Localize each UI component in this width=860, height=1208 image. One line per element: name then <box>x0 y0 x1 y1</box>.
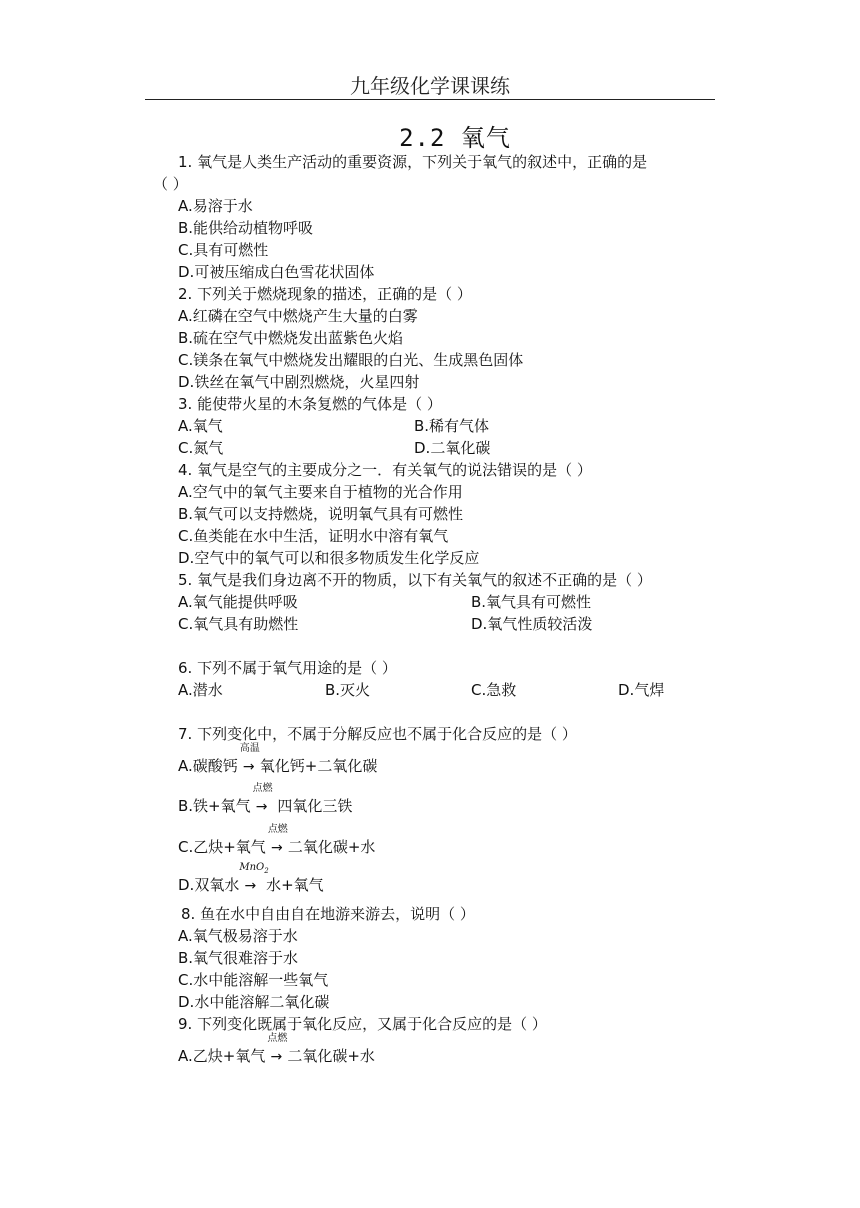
q6-option-d: D.气焊 <box>618 681 665 699</box>
q2-option-b: B.硫在空气中燃烧发出蓝紫色火焰 <box>178 329 404 347</box>
q2-option-a: A.红磷在空气中燃烧产生大量的白雾 <box>178 307 418 325</box>
q7-c-reactants: C.乙炔+氧气 <box>178 838 266 856</box>
q7-option-d <box>178 862 324 896</box>
q9-a-condition: 点燃 <box>267 1033 288 1044</box>
q4-option-b: B.氧气可以支持燃烧，说明氧气具有可燃性 <box>178 505 464 523</box>
q7-a-reaction-arrow <box>238 743 260 777</box>
q4-option-d: D.空气中的氧气可以和很多物质发生化学反应 <box>178 549 480 567</box>
q7-d-reaction-arrow <box>239 862 269 896</box>
q9-a-reactants: A.乙炔+氧气 <box>178 1047 266 1065</box>
q7-option-c <box>178 824 376 858</box>
q2-option-c: C.镁条在氧气中燃烧发出耀眼的白光、生成黑色固体 <box>178 351 524 369</box>
q7-option-b <box>178 783 353 817</box>
document-title: 2.2 氧气 <box>399 124 511 152</box>
question-6: 6. 下列不属于氧气用途的是（ ） <box>178 659 397 677</box>
question-1: 1. 氧气是人类生产活动的重要资源，下列关于氧气的叙述中，正确的是 <box>178 153 648 171</box>
q8-option-d: D.水中能溶解二氧化碳 <box>178 993 330 1011</box>
q7-d-catalyst-formula: MnO <box>239 862 265 873</box>
q7-d-catalyst <box>239 862 269 876</box>
q1-option-d: D.可被压缩成白色雪花状固体 <box>178 263 375 281</box>
q3-option-b: B.稀有气体 <box>414 417 490 435</box>
q9-option-a <box>178 1033 375 1067</box>
q4-option-a: A.空气中的氧气主要来自于植物的光合作用 <box>178 483 463 501</box>
q9-a-reaction-arrow <box>265 1033 288 1067</box>
q7-a-reactants: A.碳酸钙 <box>178 757 238 775</box>
q1-option-c: C.具有可燃性 <box>178 241 269 259</box>
q6-option-c: C.急救 <box>471 681 517 699</box>
q1-option-a: A.易溶于水 <box>178 197 253 215</box>
question-8: 8. 鱼在水中自由自在地游来游去，说明（ ） <box>181 905 475 923</box>
q8-option-c: C.水中能溶解一些氧气 <box>178 971 329 989</box>
q7-c-products: 二氧化碳+水 <box>287 838 376 856</box>
q7-b-products: 四氧化三铁 <box>272 797 353 815</box>
q7-b-reaction-arrow <box>251 783 273 817</box>
q6-option-b: B.灭火 <box>325 681 371 699</box>
q7-d-reactants: D.双氧水 <box>178 876 240 894</box>
q7-b-condition: 点燃 <box>252 783 273 794</box>
question-9: 9. 下列变化既属于氧化反应，又属于化合反应的是（ ） <box>178 1015 547 1033</box>
q3-option-d: D.二氧化碳 <box>414 439 491 457</box>
q7-c-condition: 点燃 <box>267 824 288 835</box>
q3-option-c: C.氮气 <box>178 439 224 457</box>
q7-a-products: 氧化钙+二氧化碳 <box>259 757 378 775</box>
q3-option-a: A.氧气 <box>178 417 223 435</box>
q7-d-products: 水+氧气 <box>261 876 324 894</box>
q2-option-d: D.铁丝在氧气中剧烈燃烧，火星四射 <box>178 373 420 391</box>
q7-a-condition: 高温 <box>239 743 260 754</box>
question-4: 4. 氧气是空气的主要成分之一．有关氧气的说法错误的是（ ） <box>178 461 592 479</box>
q8-option-b: B.氧气很难溶于水 <box>178 949 299 967</box>
q7-b-reactants: B.铁+氧气 <box>178 797 251 815</box>
arrow-icon: → <box>244 878 257 894</box>
q6-option-a: A.潜水 <box>178 681 223 699</box>
question-1-bracket: （ ） <box>153 175 188 193</box>
arrow-icon: → <box>242 759 255 775</box>
question-3: 3. 能使带火星的木条复燃的气体是（ ） <box>178 395 442 413</box>
q7-option-a <box>178 743 378 777</box>
page-header: 九年级化学课课练 <box>350 74 510 98</box>
q5-option-c: C.氧气具有助燃性 <box>178 615 299 633</box>
q1-option-b: B.能供给动植物呼吸 <box>178 219 314 237</box>
header-rule <box>145 99 715 100</box>
q5-option-a: A.氧气能提供呼吸 <box>178 593 298 611</box>
q8-option-a: A.氧气极易溶于水 <box>178 927 298 945</box>
arrow-icon: → <box>255 799 268 815</box>
q4-option-c: C.鱼类能在水中生活，证明水中溶有氧气 <box>178 527 449 545</box>
q7-d-catalyst-subscript: 2 <box>264 867 269 875</box>
arrow-icon: → <box>270 1049 283 1065</box>
q7-c-reaction-arrow <box>266 824 288 858</box>
question-2: 2. 下列关于燃烧现象的描述，正确的是（ ） <box>178 285 472 303</box>
q5-option-d: D.氧气性质较活泼 <box>471 615 593 633</box>
q9-a-products: 二氧化碳+水 <box>287 1047 375 1065</box>
q5-option-b: B.氧气具有可燃性 <box>471 593 592 611</box>
question-7: 7. 下列变化中，不属于分解反应也不属于化合反应的是（ ） <box>178 725 577 743</box>
arrow-icon: → <box>270 840 283 856</box>
question-5: 5. 氧气是我们身边离不开的物质，以下有关氧气的叙述不正确的是（ ） <box>178 571 652 589</box>
